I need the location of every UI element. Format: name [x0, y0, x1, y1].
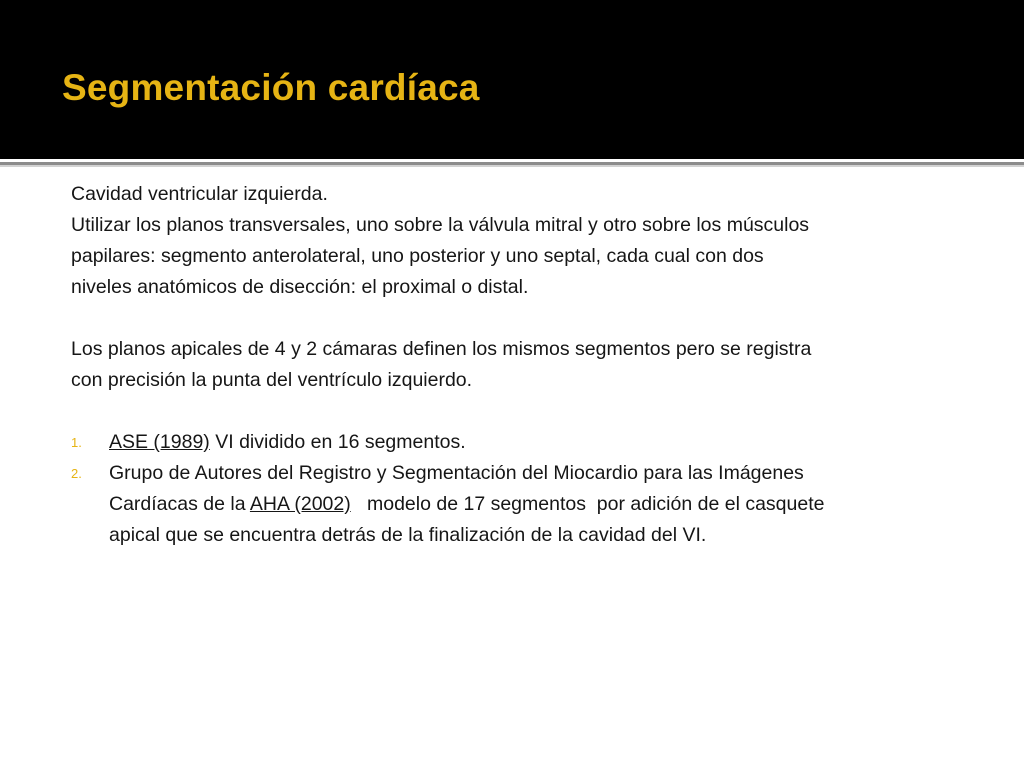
- list-item-line: [109, 489, 981, 520]
- list-item-text: VI dividido en 16 segmentos.: [209, 431, 466, 453]
- paragraph-spacer: [71, 396, 981, 427]
- list-item-text: Grupo de Autores del Registro y Segmentación del Miocardio para las Imágenes: [109, 462, 804, 484]
- paragraph-line: Cavidad ventricular izquierda.: [71, 183, 328, 205]
- slide-title: Segmentación cardíaca: [62, 67, 480, 108]
- list-number: 2.: [71, 466, 82, 481]
- paragraph-line: niveles anatómicos de disección: el proximal o distal.: [71, 276, 529, 298]
- paragraph-line: papilares: segmento anterolateral, uno posterior y uno septal, cada cual con dos: [71, 245, 764, 267]
- ase-1989-link[interactable]: ASE (1989): [109, 431, 210, 453]
- list-item-line: [109, 427, 981, 458]
- list-item-text: Cardíacas de la: [109, 493, 250, 515]
- list-item-ase: [71, 427, 981, 458]
- list-item-text: modelo de 17 segmentos por adición de el casquete: [350, 493, 825, 515]
- title-divider-highlight: [0, 165, 1024, 167]
- title-bar: [0, 0, 1024, 159]
- paragraph-line: Utilizar los planos transversales, uno sobre la válvula mitral y otro sobre los músculos: [71, 214, 810, 236]
- list-item-text: apical que se encuentra detrás de la finalización de la cavidad del VI.: [109, 524, 707, 546]
- list-number: 1.: [71, 435, 82, 450]
- aha-2002-link[interactable]: AHA (2002): [249, 493, 351, 515]
- paragraph-line: con precisión la punta del ventrículo izquierdo.: [71, 369, 473, 391]
- paragraph-spacer: [71, 303, 981, 334]
- slide-body: [71, 179, 981, 551]
- reference-list: [71, 427, 981, 551]
- list-item-aha: [71, 458, 981, 551]
- paragraph-line: Los planos apicales de 4 y 2 cámaras definen los mismos segmentos pero se registra: [71, 338, 812, 360]
